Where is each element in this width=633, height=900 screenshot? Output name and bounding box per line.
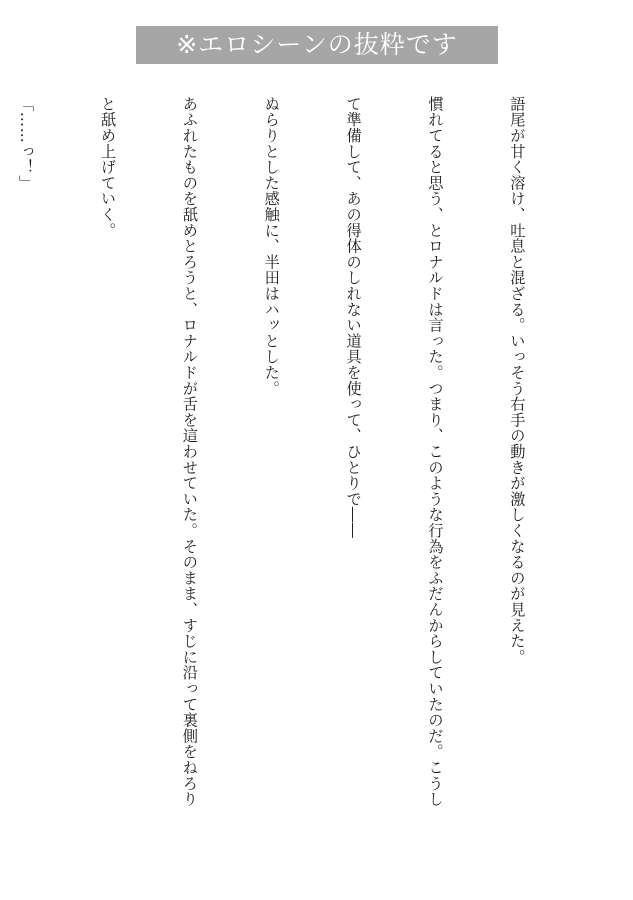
text-line: 慣れてると思う、とロナルドは言った。つまり、このような行為をふだんからしていたのだ。こうし xyxy=(426,96,445,807)
novel-text-body xyxy=(0,96,585,856)
text-line: ぬらりとした感触に、半田はハッとした。 xyxy=(262,96,281,397)
text-line: て準備して、あの得体のしれない道具を使って、ひとりで―― xyxy=(344,96,363,539)
text-line: 「……っ！」 xyxy=(17,96,36,191)
text-line: 語尾が甘く溶け、吐息と混ざる。いっそう右手の動きが激しくなるのが見えた。 xyxy=(508,96,527,665)
text-line: あふれたものを舐めとろうと、ロナルドが舌を這わせていた。そのまま、すじに沿って裏側をねろり xyxy=(180,96,199,807)
text-line: と舐め上げていく。 xyxy=(98,96,117,239)
notice-banner: ※エロシーンの抜粋です xyxy=(136,26,498,64)
